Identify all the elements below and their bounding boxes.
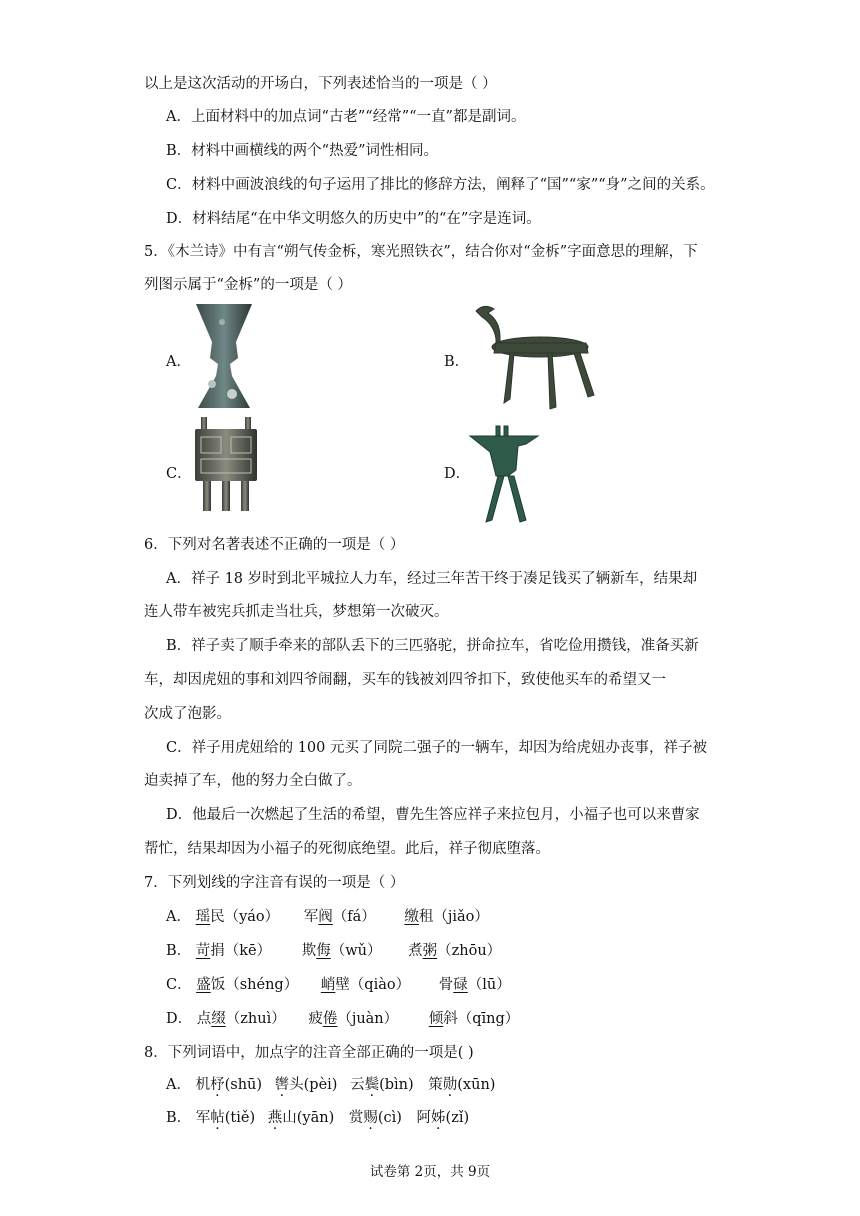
q8-a-word-4: 策勋(xūn) — [428, 1077, 496, 1093]
q6-line-1: A．祥子 18 岁时到北平城拉人力车，经过三年苦干终于凑足钱买了辆新车，结果却 — [166, 571, 698, 587]
q4-option-a: A．上面材料中的加点词“古老”“经常”“一直”都是副词。 — [166, 109, 526, 125]
bronze-ding-image — [193, 415, 259, 513]
q8-b-word-1: 军帖(tiě) — [195, 1110, 256, 1126]
option-letter: A． — [166, 1077, 191, 1093]
q8-b-word-4: 阿姊(zǐ) — [416, 1110, 470, 1126]
q7-b-word-1: 苛捐（kē） — [195, 943, 272, 959]
q7-option-b — [166, 941, 501, 961]
q6-line-2: 连人带车被宪兵抓走当壮兵，梦想第一次破灭。 — [144, 604, 449, 620]
q7-a-word-3: 缴租（jiǎo） — [404, 909, 489, 925]
q5-stem-line1: 5．《木兰诗》中有言“朔气传金柝，寒光照铁衣”，结合你对“金柝”字面意思的理解，下 — [144, 244, 698, 260]
q7-option-c — [166, 975, 511, 995]
q8-a-word-3: 云鬓(bìn) — [350, 1077, 414, 1093]
q6-stem: 6．下列对名著表述不正确的一项是（ ） — [144, 537, 405, 553]
q8-option-a — [166, 1075, 495, 1095]
page-footer: 试卷第 2页，共 9页 — [369, 1164, 491, 1180]
q6-line-7: 迫卖掉了车，他的努力全白做了。 — [144, 773, 362, 789]
q5-label-a: A． — [166, 354, 191, 370]
q7-b-word-3: 煮粥（zhōu） — [408, 943, 502, 959]
q7-d-word-1: 点缀（zhuì） — [196, 1011, 286, 1027]
q6-line-5: 次成了泡影。 — [144, 706, 231, 722]
q7-b-word-2: 欺侮（wǔ） — [301, 943, 382, 959]
option-letter: B． — [166, 943, 192, 959]
bronze-gu-vessel-image — [192, 302, 256, 412]
option-letter: D． — [166, 1011, 193, 1027]
q6-line-9: 帮忙，结果却因为小福子的死彻底绝望。此后，祥子彻底堕落。 — [144, 841, 550, 857]
option-letter: B． — [166, 1110, 192, 1126]
q6-line-4: 车，却因虎妞的事和刘四爷闹翻，买车的钱被刘四爷扣下，致使他买车的希望又一 — [144, 672, 666, 688]
q8-option-b — [166, 1108, 469, 1128]
q6-line-3: B．祥子卖了顺手牵来的部队丢下的三匹骆驼，拼命拉车，省吃俭用攒钱，准备买新 — [166, 638, 699, 654]
q8-a-word-2: 辔头(pèi) — [274, 1077, 338, 1093]
bronze-diaodou-image — [470, 303, 600, 411]
q5-label-b: B． — [444, 354, 470, 370]
q8-stem: 8．下列词语中，加点字的注音全部正确的一项是( ) — [144, 1045, 474, 1061]
q4-option-c: C．材料中画波浪线的句子运用了排比的修辞方法，阐释了“国”“家”“身”之间的关系。 — [166, 177, 715, 193]
q8-b-word-3: 赏赐(cì) — [348, 1110, 402, 1126]
q7-d-word-2: 疲倦（juàn） — [308, 1011, 399, 1027]
q7-stem: 7．下列划线的字注音有误的一项是（ ） — [144, 875, 405, 891]
q7-option-d — [166, 1009, 519, 1029]
q7-c-word-2: 峭壁（qiào） — [320, 977, 411, 993]
q7-a-word-1: 瑶民（yáo） — [195, 909, 280, 925]
q4-option-d: D．材料结尾“在中华文明悠久的历史中”的“在”字是连词。 — [166, 211, 541, 227]
bronze-jue-image — [468, 424, 542, 524]
option-letter: C． — [166, 977, 192, 993]
q4-option-b: B．材料中画横线的两个“热爱”词性相同。 — [166, 143, 438, 159]
q4-stem: 以上是这次活动的开场白，下列表述恰当的一项是（ ） — [144, 76, 497, 92]
q7-a-word-2: 军阀（fá） — [303, 909, 376, 925]
q6-line-6: C．祥子用虎妞给的 100 元买了同院二强子的一辆车，却因为给虎妞办丧事，祥子被 — [166, 740, 707, 756]
q5-label-c: C． — [166, 466, 192, 482]
q7-c-word-1: 盛饭（shéng） — [196, 977, 299, 993]
q5-stem-line2: 列图示属于“金柝”的一项是（ ） — [144, 277, 352, 293]
q7-c-word-3: 骨碌（lū） — [438, 977, 511, 993]
option-letter: A． — [166, 909, 191, 925]
q8-b-word-2: 燕山(yān) — [267, 1110, 335, 1126]
q7-d-word-3: 倾斜（qīng） — [428, 1011, 520, 1027]
q5-label-d: D． — [444, 466, 471, 482]
q6-line-8: D．他最后一次燃起了生活的希望，曹先生答应祥子来拉包月，小福子也可以来曹家 — [166, 807, 700, 823]
q7-option-a — [166, 907, 489, 927]
q8-a-word-1: 机杼(shū) — [195, 1077, 263, 1093]
